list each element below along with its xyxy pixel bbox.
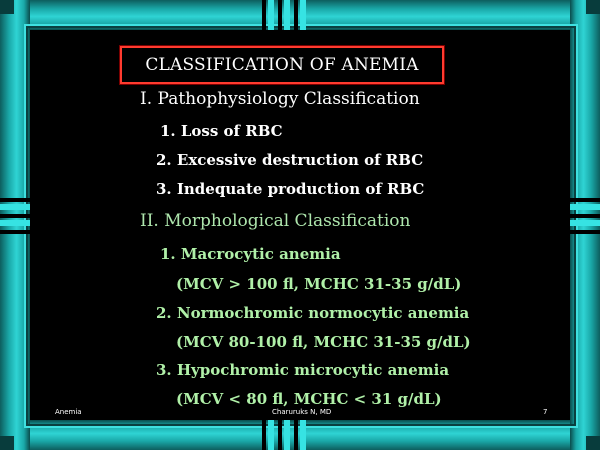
frame-corner	[0, 436, 14, 450]
frame-notch-highlight	[300, 420, 306, 450]
frame-notch-highlight	[0, 220, 30, 226]
section-heading-morphological: II. Morphological Classification	[140, 211, 411, 231]
frame-notch-highlight	[0, 204, 30, 210]
frame-notch-highlight	[570, 220, 600, 226]
frame-notch	[278, 420, 282, 450]
list-item: 2. Excessive destruction of RBC	[156, 151, 424, 169]
list-item: 1. Macrocytic anemia	[160, 245, 341, 263]
frame-corner	[0, 0, 14, 14]
frame-notch	[262, 0, 266, 30]
frame-notch	[570, 198, 600, 202]
list-item: 3. Indequate production of RBC	[156, 180, 425, 198]
frame-notch-highlight	[268, 420, 274, 450]
frame-notch	[0, 214, 30, 218]
frame-notch	[294, 0, 298, 30]
list-item-detail: (MCV 80-100 fl, MCHC 31-35 g/dL)	[176, 333, 471, 351]
list-item: 1. Loss of RBC	[160, 122, 283, 140]
frame-notch	[570, 230, 600, 234]
slide-number: 7	[543, 408, 548, 416]
frame-notch	[570, 214, 600, 218]
list-item-detail: (MCV > 100 fl, MCHC 31-35 g/dL)	[176, 275, 462, 293]
frame-notch	[278, 0, 282, 30]
list-item: 2. Normochromic normocytic anemia	[156, 304, 470, 322]
frame-corner	[586, 0, 600, 14]
frame-notch-highlight	[268, 0, 274, 30]
section-heading-pathophysiology: I. Pathophysiology Classification	[140, 89, 420, 109]
frame-notch-highlight	[284, 420, 290, 450]
frame-notch	[0, 198, 30, 202]
frame-notch-highlight	[300, 0, 306, 30]
slide-title-box	[120, 46, 444, 84]
frame-notch-highlight	[284, 0, 290, 30]
frame-notch	[262, 420, 266, 450]
footer-left: Anemia	[55, 408, 82, 416]
slide-title: CLASSIFICATION OF ANEMIA	[145, 55, 419, 75]
list-item: 3. Hypochromic microcytic anemia	[156, 361, 450, 379]
list-item-detail: (MCV < 80 fl, MCHC < 31 g/dL)	[176, 390, 442, 408]
frame-notch	[294, 420, 298, 450]
frame-corner	[586, 436, 600, 450]
frame-notch	[0, 230, 30, 234]
footer-author: Charuruks N, MD	[272, 408, 332, 416]
frame-notch-highlight	[570, 204, 600, 210]
